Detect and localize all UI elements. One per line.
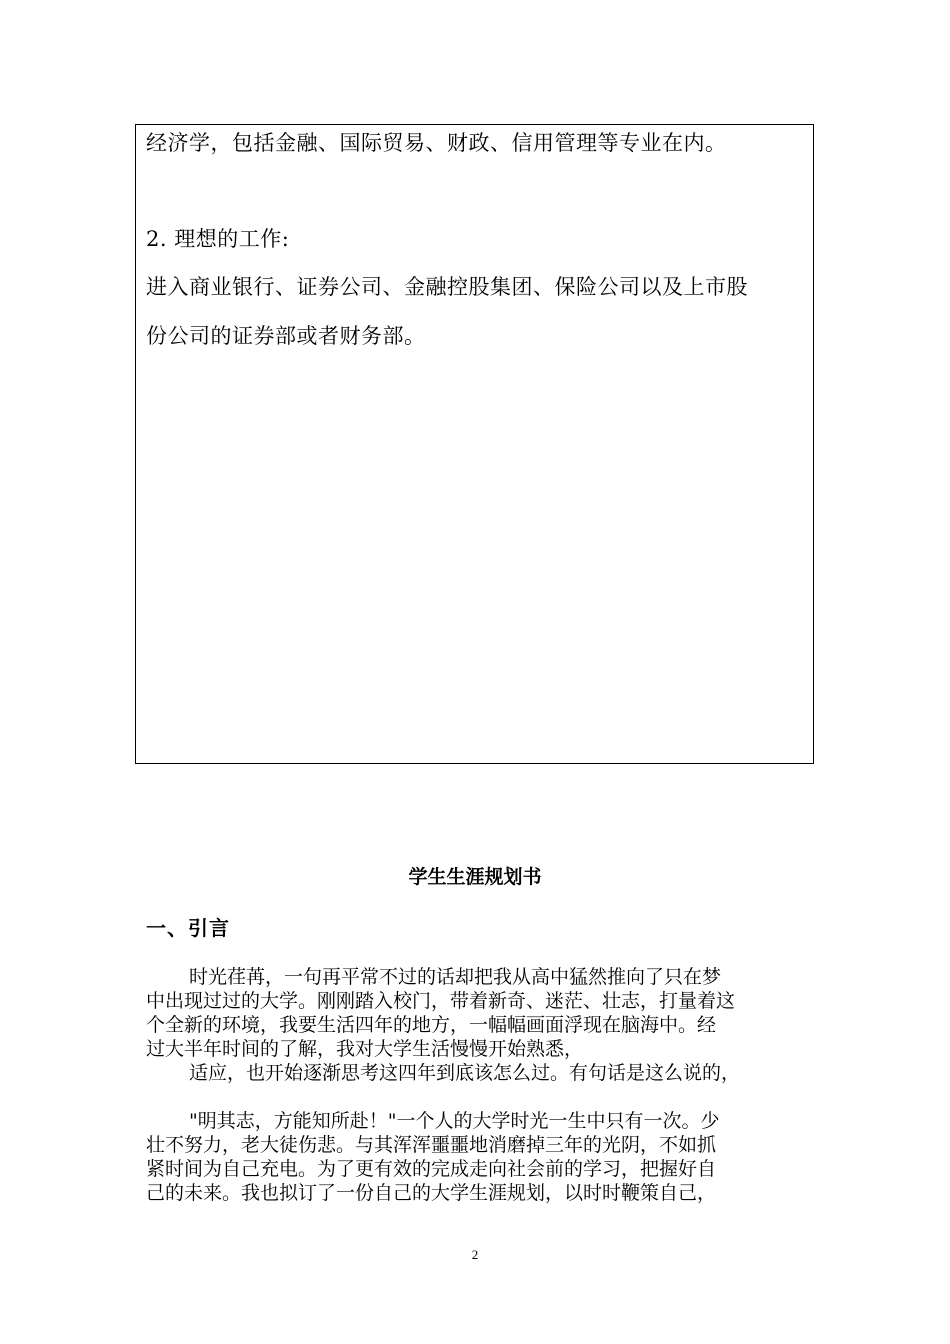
box-text-line: 进入商业银行、证券公司、金融控股集团、保险公司以及上市股 — [146, 275, 748, 299]
paragraph-line: 己的未来。我也拟订了一份自己的大学生涯规划，以时时鞭策自己， — [146, 1182, 717, 1204]
paragraph-line: "明其志，方能知所赴！"一个人的大学时光一生中只有一次。少 — [189, 1110, 720, 1132]
page-number: 2 — [471, 1247, 479, 1262]
paragraph-line: 过大半年时间的了解，我对大学生活慢慢开始熟悉， — [146, 1038, 584, 1060]
paragraph-line: 中出现过过的大学。刚刚踏入校门，带着新奇、迷茫、壮志，打量着这 — [146, 990, 736, 1012]
box-text-line: 经济学，包括金融、国际贸易、财政、信用管理等专业在内。 — [146, 131, 727, 155]
paragraph-line: 时光荏苒，一句再平常不过的话却把我从高中猛然推向了只在梦 — [189, 966, 722, 988]
box-text-line: 2. 理想的工作: — [146, 227, 290, 251]
box-text-line: 份公司的证券部或者财务部。 — [146, 324, 426, 348]
paragraph-line: 紧时间为自己充电。为了更有效的完成走向社会前的学习，把握好自 — [146, 1158, 717, 1180]
table-cell-box — [135, 124, 814, 764]
paragraph-line: 个全新的环境，我要生活四年的地方，一幅幅画面浮现在脑海中。经 — [146, 1014, 717, 1036]
document-title: 学生生涯规划书 — [408, 866, 542, 888]
paragraph-line: 适应，也开始逐渐思考这四年到底该怎么过。有句话是这么说的， — [189, 1062, 741, 1084]
section-heading: 一、引言 — [146, 916, 230, 940]
paragraph-line: 壮不努力，老大徒伤悲。与其浑浑噩噩地消磨掉三年的光阴，不如抓 — [146, 1134, 717, 1156]
